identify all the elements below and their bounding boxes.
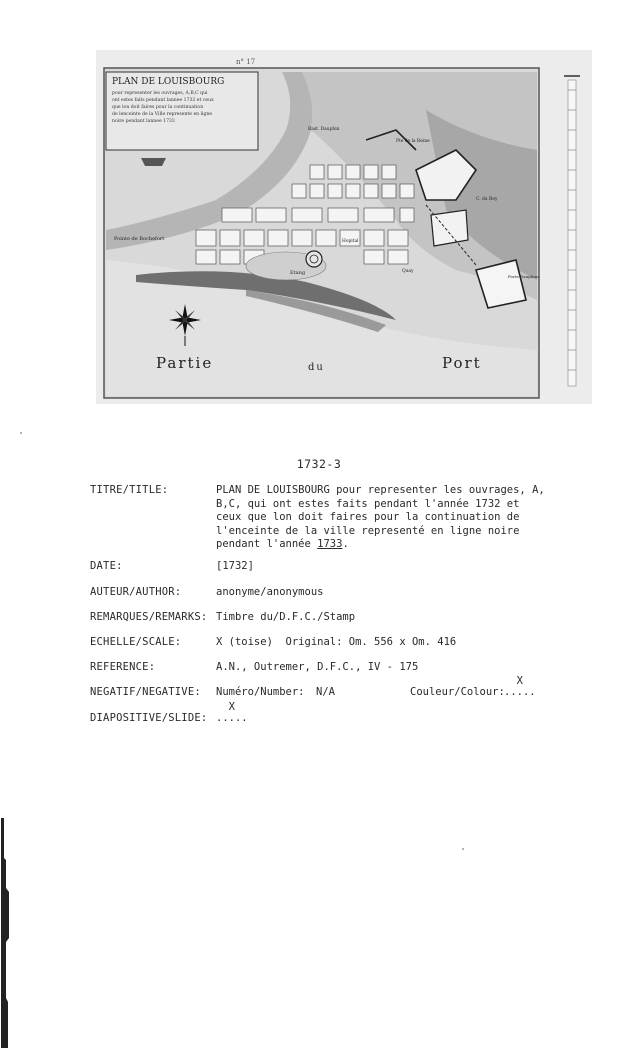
slide-row xyxy=(90,701,248,726)
cartouche-line: ont estes faits pendant lannee 1732 et ceux xyxy=(112,98,214,103)
cartouche-line: noire pendant lannee 1733 xyxy=(112,119,175,124)
cartouche-line: de lenceinte de la Ville represente en ligne xyxy=(112,112,213,117)
author-label: AUTEUR/AUTHOR: xyxy=(90,586,182,598)
label-partie: Partie xyxy=(156,354,214,372)
scale-value: X (toise) Original: Om. 556 x Om. 416 xyxy=(216,636,457,648)
colour-field xyxy=(504,675,536,700)
scan-edge-mark xyxy=(0,818,12,1048)
remarks-label: REMARQUES/REMARKS: xyxy=(90,611,208,623)
map-photograph xyxy=(96,50,592,404)
cartouche-line: pour representer les ouvrages, A,B,C qui xyxy=(112,91,208,96)
slide-mark: X xyxy=(228,701,235,713)
title-label: TITRE/TITLE: xyxy=(90,484,169,496)
colour-mark: X xyxy=(516,675,523,687)
reference-label: REFERENCE: xyxy=(90,661,156,673)
scan-speck xyxy=(20,432,22,434)
title-year: 1733 xyxy=(317,538,343,551)
negative-row xyxy=(90,675,536,700)
negative-number-label: Numéro/Number: xyxy=(216,686,305,698)
label-quay: Quay xyxy=(402,269,414,274)
remarks-value: Timbre du/D.F.C./Stamp xyxy=(216,611,356,623)
label-porte: Pte de la Reine xyxy=(396,139,430,144)
label-pointe: Pointe de Rochefort xyxy=(114,236,165,242)
label-hopital: Hopital xyxy=(342,239,359,244)
negative-label: NEGATIF/NEGATIVE: xyxy=(90,686,201,698)
label-port: Port xyxy=(442,354,482,372)
document-id: 1732-3 xyxy=(296,457,342,471)
date-value: [1732] xyxy=(216,560,254,572)
colour-dots: ..... xyxy=(504,686,536,698)
slide-field xyxy=(216,701,248,726)
title-value xyxy=(216,484,546,552)
title-end: . xyxy=(342,538,349,551)
reference-value: A.N., Outremer, D.F.C., IV - 175 xyxy=(216,661,419,673)
label-bastion: Bast. Dauphin xyxy=(308,127,340,132)
scale-label: ECHELLE/SCALE: xyxy=(90,636,182,648)
label-du: du xyxy=(308,362,325,373)
scale-ruler xyxy=(568,80,576,386)
cartouche-line: que lon doit faires pour la continuation xyxy=(112,105,204,110)
corner-note: n° 17 xyxy=(236,58,256,66)
negative-number-value: N/A xyxy=(316,686,335,698)
date-label: DATE: xyxy=(90,560,123,572)
slide-dots: ..... xyxy=(216,712,248,724)
author-value: anonyme/anonymous xyxy=(216,586,324,598)
label-etang: Etang xyxy=(290,270,306,276)
slide-label: DIAPOSITIVE/SLIDE: xyxy=(90,712,208,724)
cartouche-title: PLAN DE LOUISBOURG xyxy=(112,77,225,87)
label-roy: C. du Roy xyxy=(476,197,498,202)
map-image xyxy=(96,50,592,404)
scan-speck xyxy=(462,848,464,850)
title-text: PLAN DE LOUISBOURG pour representer les ouvrages, A, B,C, qui ont estes faits pendant l'année 1732 et ceux que lon doit faires pour la continuation de l'enceinte de la ville representé en ligne noire pendant l'année xyxy=(216,484,545,551)
colour-label: Couleur/Colour: xyxy=(410,686,505,698)
label-porte-dauphine: Porte Dauphine xyxy=(508,274,540,279)
